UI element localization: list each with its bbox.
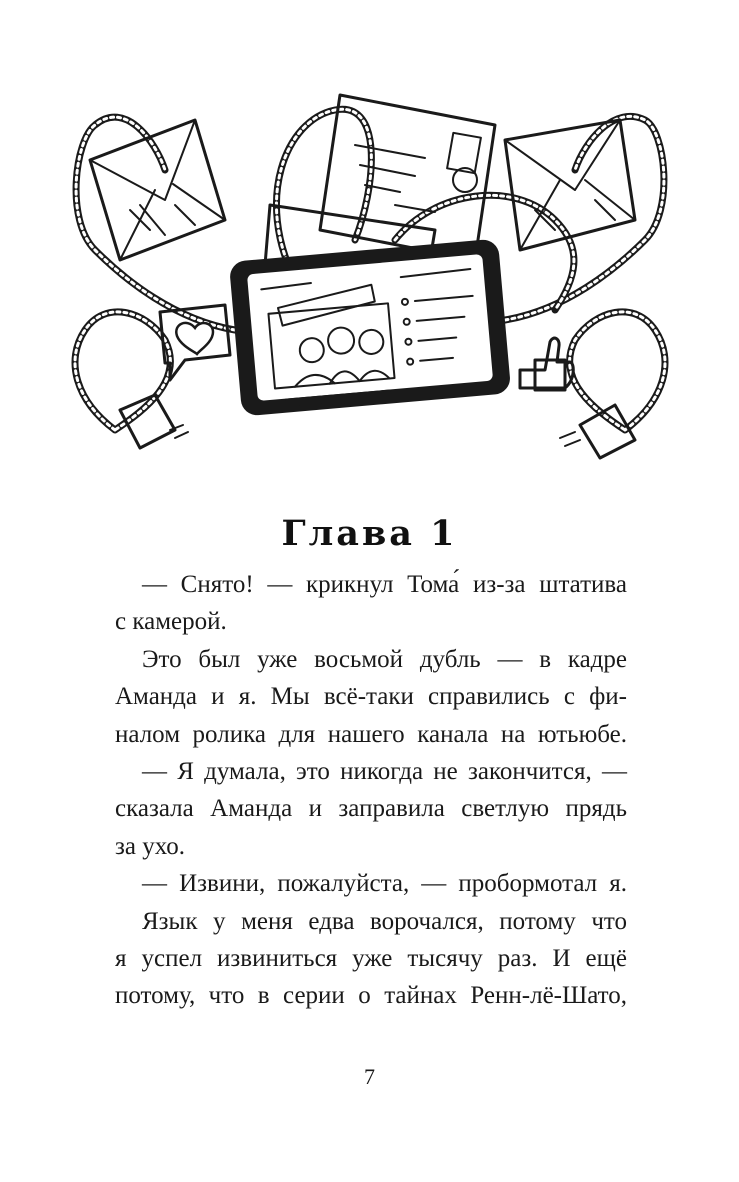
paragraph [115, 566, 627, 641]
paragraph [115, 865, 627, 902]
text-line: с камерой. [115, 608, 227, 636]
page-number: 7 [364, 1064, 375, 1089]
text-line: за ухо. [115, 832, 186, 860]
text-line: — Я думала, это никогда не закончится, — [142, 757, 627, 785]
text-line: — Снято! — крикнул Тома́ из-за штатива [142, 571, 627, 598]
envelope-icon [505, 120, 635, 250]
text-line: потому, что в серии о тайнах Ренн-лё-Шато, [115, 982, 627, 1010]
text-line: Это был уже восьмой дубль — в кадре [142, 645, 627, 673]
letter-icon [320, 95, 495, 260]
chapter-title: Глава 1 [281, 513, 458, 555]
text-line: налом ролика для нашего канала на ютьюбе. [115, 720, 627, 748]
phone-icon [229, 239, 511, 417]
chapter-illustration [55, 80, 685, 470]
text-line: Аманда и я. Мы всё-таки справились с фи- [115, 683, 627, 711]
text-line: сказала Аманда и заправила светлую прядь [115, 795, 627, 823]
text-line: я успел извиниться уже тысячу раз. И ещё [115, 944, 627, 972]
thumbs-up-icon [520, 338, 573, 390]
paragraph [115, 641, 627, 753]
paragraph [115, 753, 627, 865]
body-text [115, 566, 627, 1015]
text-line: — Извини, пожалуйста, — пробормотал я. [142, 870, 627, 898]
paragraph [115, 903, 627, 1015]
envelope-icon [90, 120, 225, 260]
text-line: Язык у меня едва ворочался, потому что [142, 907, 627, 935]
